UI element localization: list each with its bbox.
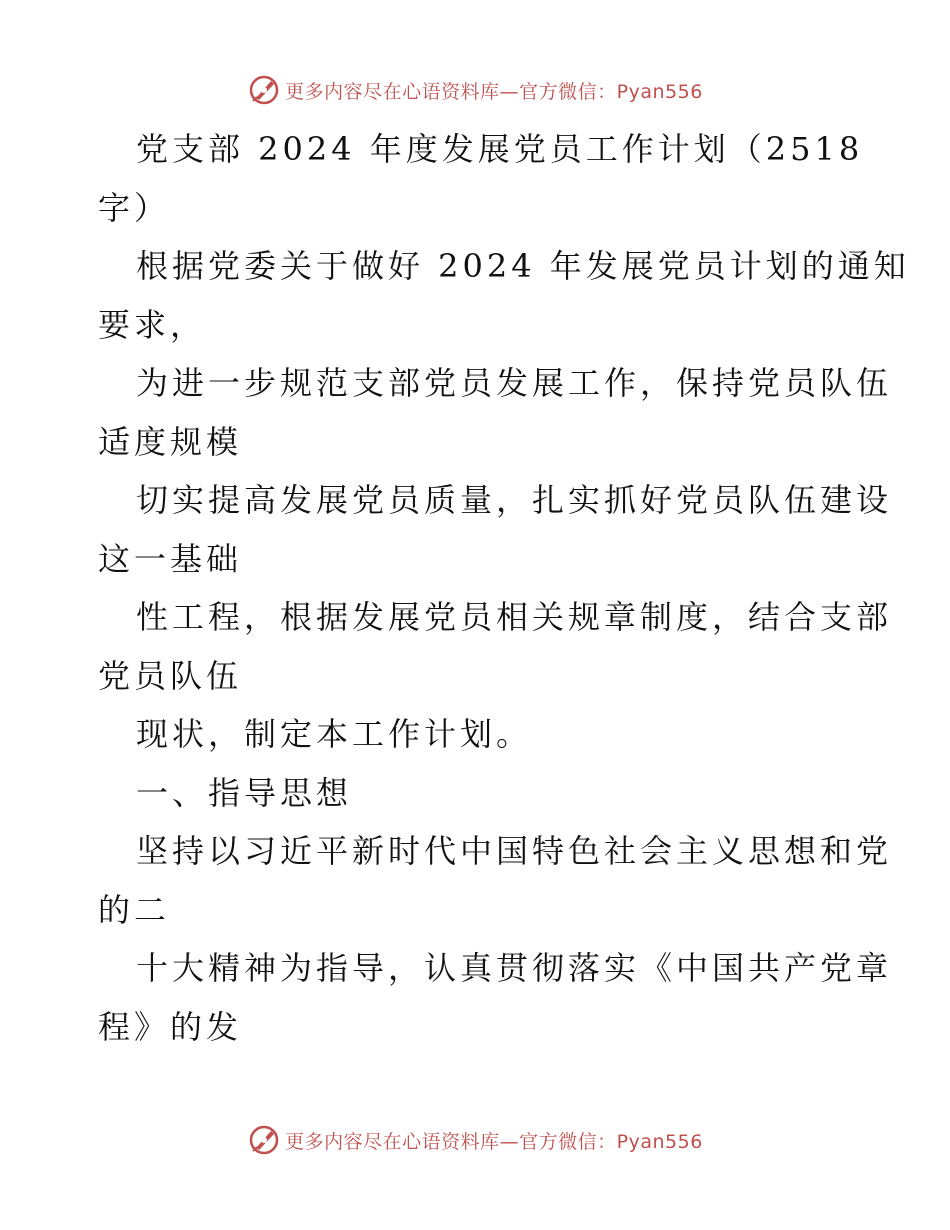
text-line: 切实提高发展党员质量，扎实抓好党员队伍建设: [136, 481, 893, 519]
text-line: 的二: [98, 890, 171, 929]
quill-pen-logo-icon: [247, 73, 281, 107]
text-line: 根据党委关于做好 2024 年发展党员计划的通知: [136, 247, 910, 285]
watermark-header: [0, 70, 950, 110]
text-line: 十大精神为指导，认真贯彻落实《中国共产党章: [136, 949, 893, 987]
text-line: 字）: [98, 188, 171, 227]
watermark-footer: [0, 1120, 950, 1160]
text-line: 一、指导思想: [136, 773, 353, 812]
watermark-text: 更多内容尽在心语资料库—官方微信：Pyan556: [285, 80, 703, 103]
text-line: 要求，: [98, 305, 207, 344]
text-line: 适度规模: [98, 422, 243, 461]
quill-pen-logo-icon: [247, 1123, 281, 1157]
text-line: 为进一步规范支部党员发展工作，保持党员队伍: [136, 364, 893, 402]
text-line: 党支部 2024 年度发展党员工作计划（2518: [136, 130, 864, 168]
text-line: 党员队伍: [98, 656, 243, 695]
text-line: 现状，制定本工作计划。: [136, 715, 533, 753]
text-line: 坚持以习近平新时代中国特色社会主义思想和党: [136, 832, 893, 870]
text-line: 这一基础: [98, 539, 243, 578]
watermark-text: 更多内容尽在心语资料库—官方微信：Pyan556: [285, 1130, 703, 1153]
document-body: [98, 120, 910, 1056]
text-line: 性工程，根据发展党员相关规章制度，结合支部: [136, 598, 893, 636]
text-line: 程》的发: [98, 1007, 243, 1046]
